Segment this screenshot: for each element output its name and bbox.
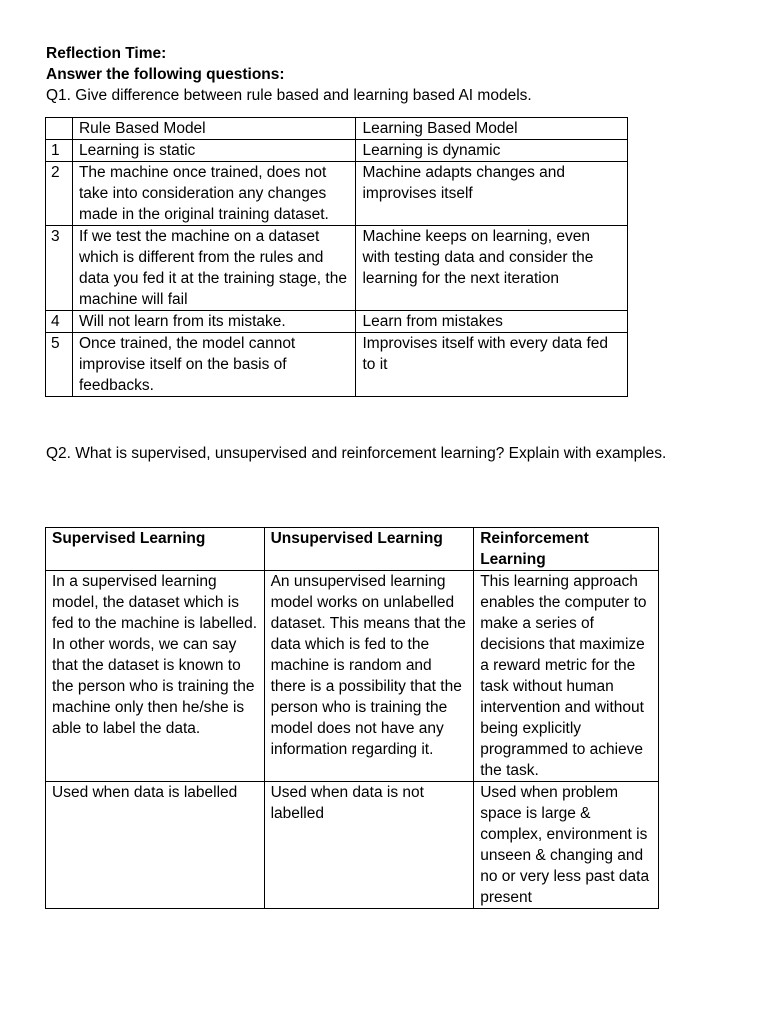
- header-cell: [46, 118, 73, 140]
- table-row: [46, 571, 659, 782]
- learning-cell: Machine keeps on learning, even with testing data and consider the learning for the next iteration: [356, 226, 628, 311]
- header-cell: Learning Based Model: [356, 118, 628, 140]
- table-row: [46, 311, 628, 333]
- rule-cell: If we test the machine on a dataset which is different from the rules and data you fed it at the training stage, the machine will fail: [72, 226, 356, 311]
- q2-question: Q2. What is supervised, unsupervised and reinforcement learning? Explain with examples.: [46, 445, 667, 462]
- learning-types-table: [45, 527, 659, 909]
- supervised-cell: Used when data is labelled: [46, 782, 265, 909]
- table-row: [46, 226, 628, 311]
- row-number: 1: [46, 140, 73, 162]
- learning-cell: Machine adapts changes and improvises itself: [356, 162, 628, 226]
- table-header-row: [46, 528, 659, 571]
- row-number: 5: [46, 333, 73, 397]
- table-row: [46, 333, 628, 397]
- unsupervised-cell: An unsupervised learning model works on unlabelled dataset. This means that the data which is fed to the machine is random and there is a possibility that the person who is training the model does not have any information regarding it.: [264, 571, 474, 782]
- supervised-cell: In a supervised learning model, the dataset which is fed to the machine is labelled. In other words, we can say that the dataset is known to the person who is training the machine only then he/she is able to label the data.: [46, 571, 265, 782]
- rule-cell: Will not learn from its mistake.: [72, 311, 356, 333]
- table-row: [46, 162, 628, 226]
- header-reinforcement: Reinforcement Learning: [474, 528, 659, 571]
- table-row: [46, 782, 659, 909]
- rule-cell: Learning is static: [72, 140, 356, 162]
- header-cell: Rule Based Model: [72, 118, 356, 140]
- q1-question: Q1. Give difference between rule based and learning based AI models.: [46, 87, 532, 104]
- rule-cell: The machine once trained, does not take into consideration any changes made in the original training dataset.: [72, 162, 356, 226]
- learning-cell: Learning is dynamic: [356, 140, 628, 162]
- heading: Reflection Time:: [46, 45, 167, 62]
- unsupervised-cell: Used when data is not labelled: [264, 782, 474, 909]
- learning-cell: Improvises itself with every data fed to it: [356, 333, 628, 397]
- table-row: [46, 140, 628, 162]
- rule-vs-learning-table: [45, 117, 628, 397]
- header-supervised: Supervised Learning: [46, 528, 265, 571]
- row-number: 2: [46, 162, 73, 226]
- reinforcement-cell: Used when problem space is large & complex, environment is unseen & changing and no or very less past data present: [474, 782, 659, 909]
- row-number: 4: [46, 311, 73, 333]
- rule-cell: Once trained, the model cannot improvise itself on the basis of feedbacks.: [72, 333, 356, 397]
- reinforcement-cell: This learning approach enables the computer to make a series of decisions that maximize a reward metric for the task without human intervention and without being explicitly programmed to achieve the task.: [474, 571, 659, 782]
- row-number: 3: [46, 226, 73, 311]
- learning-cell: Learn from mistakes: [356, 311, 628, 333]
- table-header-row: [46, 118, 628, 140]
- subheading: Answer the following questions:: [46, 66, 285, 83]
- header-unsupervised: Unsupervised Learning: [264, 528, 474, 571]
